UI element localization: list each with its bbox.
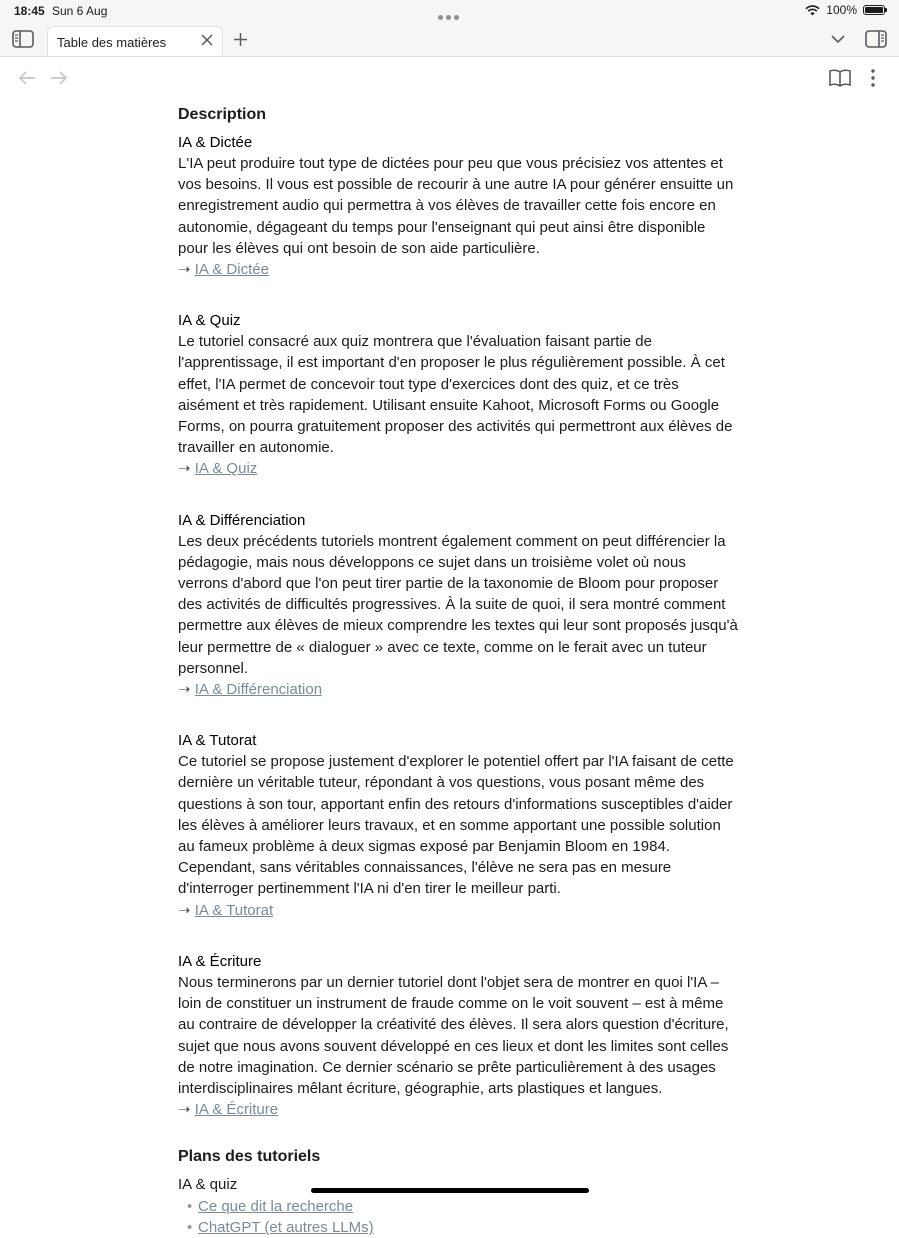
section-ia-dictee bbox=[178, 132, 738, 280]
section-ia-ecriture bbox=[178, 951, 738, 1120]
arrow-icon: ➝ bbox=[178, 1101, 191, 1119]
section-body: L'IA peut produire tout type de dictées pour peu que vous précisiez vos attentes et vos besoins. Il vous est possible de recourir à une autre IA pour générer ensuitte un enregistrement audio qui permettra à vos élèves de travailler cette fois encore en autonomie, dégageant du temps pour l'enseignant qui peut ainsi être disponible pour les élèves qui ont besoin de son aide particulière. bbox=[178, 155, 734, 257]
section-ia-differenciation bbox=[178, 510, 738, 701]
link-ce-que-dit-la-recherche[interactable]: Ce que dit la recherche bbox=[198, 1198, 354, 1216]
status-time: 18:45 bbox=[14, 4, 45, 18]
document-content bbox=[178, 104, 738, 1238]
arrow-icon: ➝ bbox=[178, 261, 191, 279]
section-title: IA & Tutorat bbox=[178, 732, 257, 750]
section-ia-tutorat bbox=[178, 730, 738, 921]
wifi-icon bbox=[805, 5, 820, 16]
right-panel-icon[interactable] bbox=[864, 29, 888, 49]
tab-bar bbox=[0, 22, 899, 57]
section-title: IA & Quiz bbox=[178, 312, 241, 330]
link-ia-quiz[interactable]: IA & Quiz bbox=[194, 460, 258, 478]
more-vertical-icon[interactable] bbox=[866, 67, 880, 89]
section-body: Les deux précédents tutoriels montrent également comment on peut différencier la pédagogie, mais nous développons ce sujet dans un troisième volet où nous verrons d'abord que l'on peut tirer partie de la taxonomie de Bloom pour proposer des activités de difficultés progressives. À la suite de quoi, il sera montré comment permettre aux élèves de mieux comprendre les textes qui leur sont proposés jusqu'à leur permettre de « dialoguer » avec ce texte, comme on le ferait avec un tuteur personnel. bbox=[178, 532, 738, 677]
sidebar-icon[interactable] bbox=[11, 29, 35, 49]
section-title: IA & Différenciation bbox=[178, 511, 306, 529]
plans-list bbox=[178, 1196, 738, 1238]
description-heading: Description bbox=[178, 106, 267, 123]
plus-icon[interactable] bbox=[231, 30, 249, 48]
link-ia-dictee[interactable]: IA & Dictée bbox=[194, 261, 269, 279]
section-body: Le tutoriel consacré aux quiz montrera que l'évaluation faisant partie de l'apprentissage, il est important d'en proposer le plus régulièrement possible. À cet effet, l'IA permet de concevoir tout type d'exercices dont des quiz, et ce très aisément et très rapidement. Utilisant ensuite Kahoot, Microsoft Forms ou Google Forms, on pourra gratuitement proposer des activités qui permettront aux élèves de travailler en autonomie. bbox=[178, 333, 733, 457]
section-body: Ce tutoriel se propose justement d'explorer le potentiel offert par l'IA faisant de cette dernière un véritable tuteur, répondant à vos questions, vous posant même des questions à son tour, apportant enfin des retours d'informations susceptibles d'aider les élèves à améliorer leurs travaux, et en somme apportant une possible solution au fameux problème à deux sigmas exposé par Benjamin Bloom en 1984. Cependant, sans véritables connaissances, l'élève ne sera pas en mesure d'interroger pertinemment l'IA ni d'en tirer le meilleur parti. bbox=[178, 753, 734, 898]
link-ia-tutorat[interactable]: IA & Tutorat bbox=[194, 901, 274, 919]
section-title: IA & Dictée bbox=[178, 134, 253, 151]
status-bar bbox=[0, 0, 899, 22]
section-title: IA & Écriture bbox=[178, 952, 262, 970]
close-icon[interactable] bbox=[200, 33, 214, 52]
chevron-down-icon[interactable] bbox=[829, 31, 847, 47]
status-date: Sun 6 Aug bbox=[52, 4, 108, 18]
arrow-icon: ➝ bbox=[178, 460, 191, 478]
plans-subheading: IA & quiz bbox=[178, 1176, 238, 1194]
tab-title: Table des matières bbox=[57, 35, 167, 50]
list-item[interactable] bbox=[198, 1196, 738, 1217]
multitasking-dots-icon[interactable] bbox=[438, 9, 462, 23]
tab-table-des-matieres[interactable] bbox=[47, 26, 223, 56]
nav-bar bbox=[0, 57, 899, 99]
battery-icon bbox=[863, 5, 885, 15]
back-arrow-icon[interactable] bbox=[17, 69, 37, 87]
arrow-icon: ➝ bbox=[178, 681, 191, 699]
home-indicator[interactable] bbox=[311, 1188, 589, 1193]
plans-heading: Plans des tutoriels bbox=[178, 1148, 321, 1166]
section-body: Nous terminerons par un dernier tutoriel dont l'objet sera de montrer en quoi l'IA – loin de constituer un instrument de fraude comme on le voit souvent – est à même au contraire de développer la créativité des élèves. Il sera alors question d'écriture, sujet que nous avons souvent développé en ces lieux et dont les limites sont celles de notre imagination. Ce dernier scénario se prête particulièrement à des usages interdisciplinaires mêlant écriture, géographie, arts plastiques et langues. bbox=[178, 973, 729, 1097]
link-chatgpt[interactable]: ChatGPT (et autres LLMs) bbox=[198, 1219, 374, 1237]
list-item[interactable] bbox=[198, 1217, 738, 1238]
link-ia-ecriture[interactable]: IA & Écriture bbox=[194, 1101, 279, 1119]
status-right bbox=[805, 3, 885, 17]
forward-arrow-icon[interactable] bbox=[49, 69, 69, 87]
section-ia-quiz bbox=[178, 310, 738, 479]
arrow-icon: ➝ bbox=[178, 901, 191, 919]
book-icon[interactable] bbox=[828, 67, 852, 89]
battery-percent: 100% bbox=[826, 3, 857, 17]
link-ia-differenciation[interactable]: IA & Différenciation bbox=[194, 681, 323, 699]
